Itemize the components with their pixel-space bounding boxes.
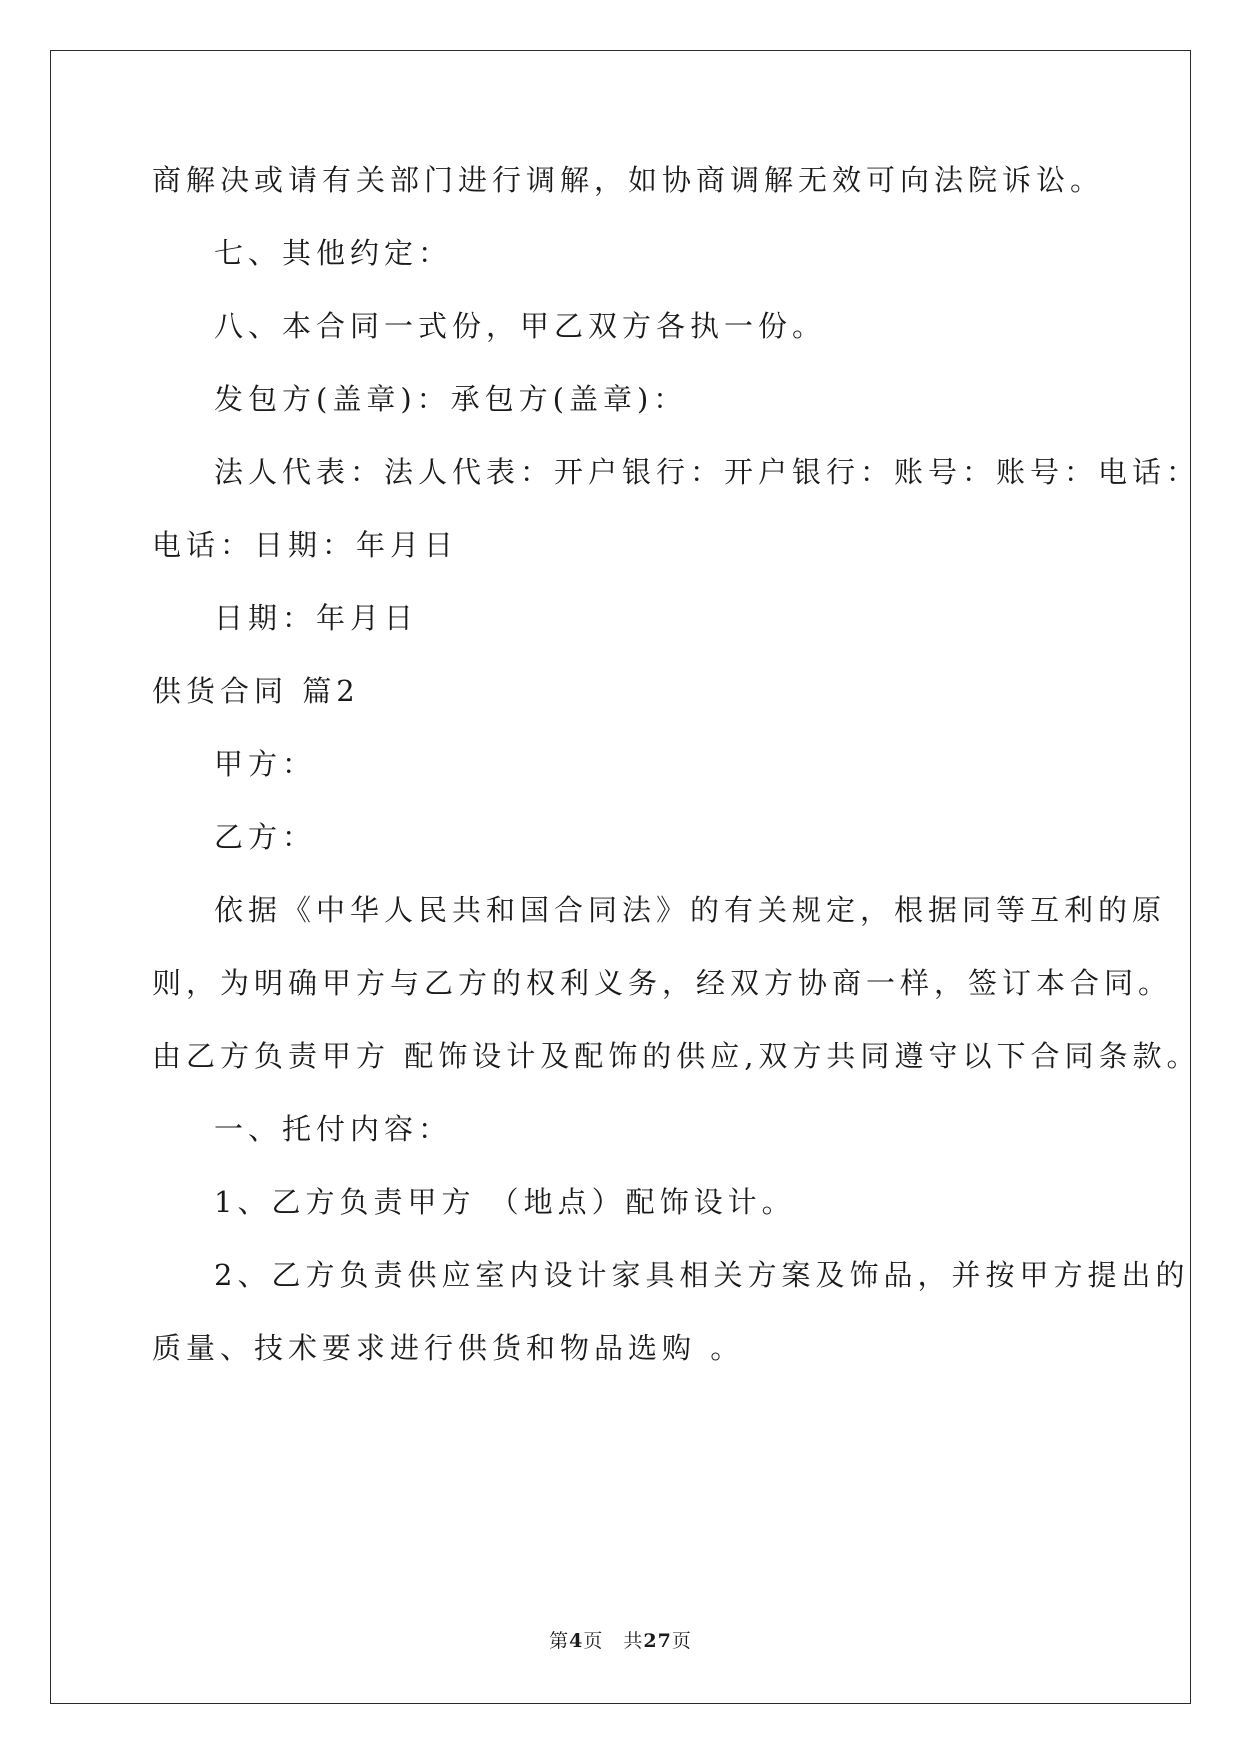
page-border	[50, 50, 1191, 1704]
paragraph-line: 依据《中华人民共和国合同法》的有关规定，根据同等互利的原	[214, 893, 1167, 927]
paragraph-line: 八、本合同一式份，甲乙双方各执一份。	[214, 309, 827, 343]
paragraph-line: 法人代表：法人代表：开户银行：开户银行：账号：账号：电话：	[214, 455, 1201, 489]
paragraph-line: 由乙方负责甲方 配饰设计及配饰的供应,双方共同遵守以下合同条款。	[152, 1039, 1201, 1073]
paragraph-line: 2、乙方负责供应室内设计家具相关方案及饰品，并按甲方提出的	[214, 1258, 1190, 1292]
paragraph-line: 则，为明确甲方与乙方的权利义务，经双方协商一样，签订本合同。	[152, 966, 1173, 1000]
paragraph-line: 电话：日期：年月日	[152, 528, 459, 562]
footer-prefix: 第	[549, 1630, 570, 1652]
paragraph-line: 七、其他约定：	[214, 236, 453, 270]
page-number-footer	[0, 1626, 1241, 1653]
paragraph-line: 质量、技术要求进行供货和物品选购 。	[152, 1331, 745, 1365]
total-page-count: 27	[643, 1630, 672, 1652]
footer-mid: 页 共	[583, 1630, 644, 1652]
paragraph-line: 商解决或请有关部门进行调解，如协商调解无效可向法院诉讼。	[152, 163, 1105, 197]
paragraph-line: 一、托付内容：	[214, 1112, 453, 1146]
current-page-number: 4	[569, 1630, 584, 1652]
paragraph-line: 发包方(盖章)：承包方(盖章)：	[214, 382, 688, 416]
paragraph-line: 1、乙方负责甲方 （地点）配饰设计。	[214, 1185, 796, 1219]
paragraph-line: 乙方：	[214, 820, 317, 854]
paragraph-line: 日期：年月日	[214, 601, 419, 635]
footer-suffix: 页	[671, 1630, 692, 1652]
section-heading: 供货合同 篇2	[152, 674, 360, 708]
paragraph-line: 甲方：	[214, 747, 317, 781]
